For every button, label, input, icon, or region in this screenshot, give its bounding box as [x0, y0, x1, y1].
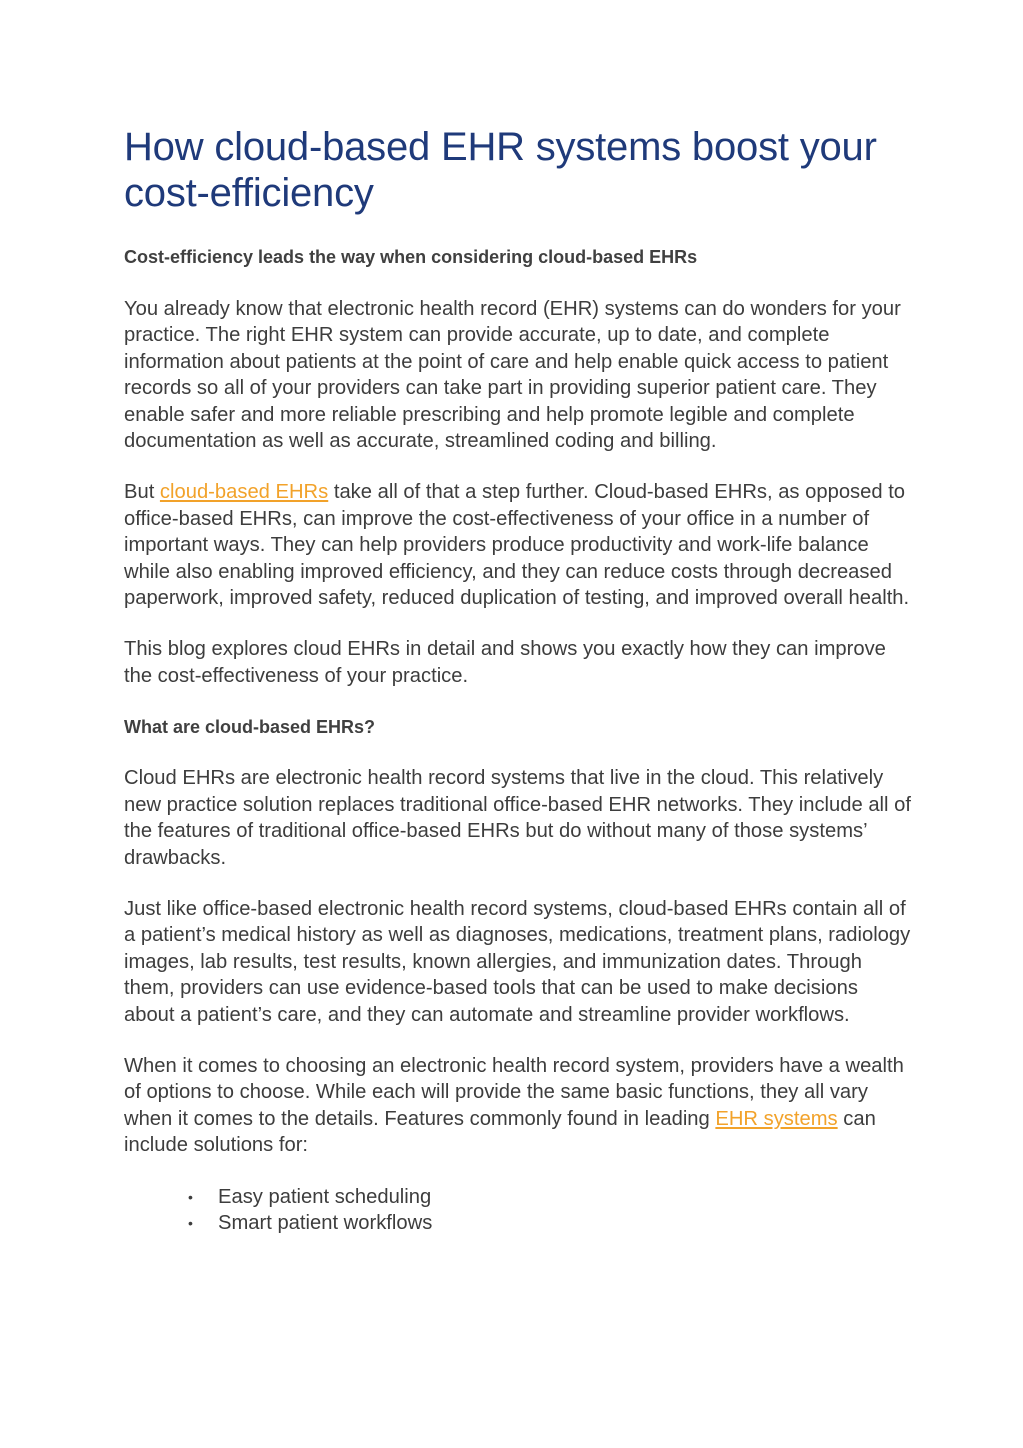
features-list: [124, 1184, 914, 1237]
paragraph-text: But: [124, 481, 160, 504]
bullet-icon: •: [188, 1188, 193, 1205]
paragraph-cloud-ehrs-definition: Cloud EHRs are electronic health record systems that live in the cloud. This relatively new practice solution replaces traditional office-based EHR networks. They include all of the features of traditional office-based EHRs but do without many of those systems’ drawbacks.: [124, 767, 911, 869]
list-item: [188, 1184, 914, 1210]
page-title: How cloud-based EHR systems boost your cost-efficiency: [124, 125, 877, 215]
bullet-icon: •: [188, 1214, 193, 1231]
list-item-text: Smart patient workflows: [218, 1211, 433, 1234]
list-item: [188, 1210, 914, 1236]
paragraph-choosing-ehr: [124, 1053, 914, 1159]
paragraph-text: When it comes to choosing an electronic health record system, providers have a wealth of options to choose. While each will provide the same basic functions, they all vary when it comes to the details. Features commonly found in leading: [124, 1054, 904, 1130]
paragraph-blog-explores: This blog explores cloud EHRs in detail and shows you exactly how they can improve the cost-effectiveness of your practice.: [124, 638, 886, 687]
subheading: Cost-efficiency leads the way when considering cloud-based EHRs: [124, 247, 698, 267]
paragraph-text: take all of that a step further. Cloud-based EHRs, as opposed to office-based EHRs, can improve the cost-effectiveness of your office in a number of important ways. They can help providers produce productivity and work-life balance while also enabling improved efficiency, and they can reduce costs through decreased paperwork, improved safety, reduced duplication of testing, and improved overall health.: [124, 481, 910, 610]
document-page: [124, 124, 914, 1236]
paragraph-cloud-step-further: [124, 479, 914, 611]
paragraph-text: can include solutions for:: [124, 1107, 876, 1157]
cloud-based-ehrs-link[interactable]: cloud-based EHRs: [159, 481, 329, 504]
section-heading-what-are-cloud-ehrs: What are cloud-based EHRs?: [124, 717, 376, 738]
paragraph-intro: You already know that electronic health record (EHR) systems can do wonders for your practice. The right EHR system can provide accurate, up to date, and complete information about patients at the point of care and help enable quick access to patient records so all of your providers can take part in providing superior patient care. They enable safer and more reliable prescribing and help promote legible and complete documentation as well as accurate, streamlined coding and billing.: [124, 298, 901, 453]
paragraph-office-based-comparison: Just like office-based electronic health record systems, cloud-based EHRs contain all of a patient’s medical history as well as diagnoses, medications, treatment plans, radiology images, lab results, test results, known allergies, and immunization dates. Through them, providers can use evidence-based tools that can be used to make decisions about a patient’s care, and they can automate and streamline provider workflows.: [124, 897, 911, 1026]
ehr-systems-link[interactable]: EHR systems: [715, 1107, 838, 1130]
list-item-text: Easy patient scheduling: [218, 1185, 432, 1208]
